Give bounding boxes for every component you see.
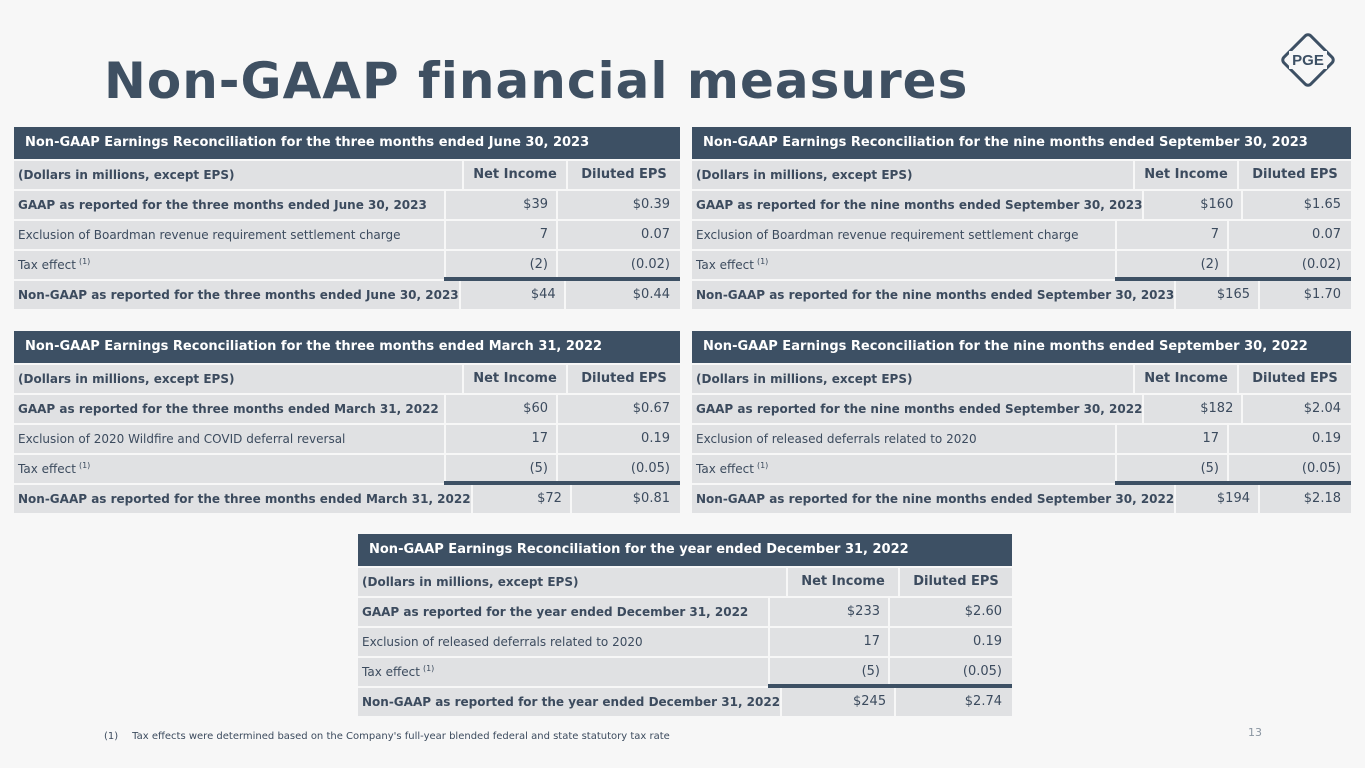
row-label: Tax effect [696, 258, 754, 272]
net-income-cell: 17 [770, 628, 888, 656]
reconciliation-table-9m-2023 [692, 127, 1351, 309]
net-income-cell: $72 [473, 485, 570, 513]
table-row-total [14, 485, 680, 513]
diluted-eps-cell: $2.04 [1243, 395, 1351, 423]
net-income-cell: $160 [1144, 191, 1241, 219]
column-header: Net Income [788, 568, 898, 596]
row-label: GAAP as reported for the year ended December 31, 2022 [358, 598, 768, 626]
row-label-cell [692, 455, 1115, 483]
footnote-ref: (1) [78, 461, 91, 470]
column-header: Net Income [464, 161, 566, 189]
diluted-eps-cell: $2.60 [890, 598, 1012, 626]
diluted-eps-cell: (0.05) [890, 658, 1012, 686]
table-row-total [692, 485, 1351, 513]
net-income-cell: $194 [1176, 485, 1258, 513]
net-income-cell: (5) [446, 455, 556, 483]
row-label: Non-GAAP as reported for the nine months ended September 30, 2022 [692, 485, 1174, 513]
row-label: Exclusion of released deferrals related to 2020 [692, 425, 1115, 453]
table-row [358, 658, 1012, 686]
row-label: Tax effect [18, 462, 76, 476]
row-label: Exclusion of Boardman revenue requirement settlement charge [14, 221, 444, 249]
net-income-cell: $245 [782, 688, 894, 716]
table-row [14, 395, 680, 423]
diluted-eps-cell: 0.19 [558, 425, 680, 453]
table-row [692, 425, 1351, 453]
table-row [14, 455, 680, 483]
column-header-row [14, 365, 680, 393]
net-income-cell: 7 [1117, 221, 1227, 249]
footnote [104, 731, 670, 742]
net-income-cell: 17 [1117, 425, 1227, 453]
diluted-eps-cell: (0.05) [1229, 455, 1351, 483]
diluted-eps-cell: (0.02) [558, 251, 680, 279]
diluted-eps-cell: 0.19 [890, 628, 1012, 656]
row-label: GAAP as reported for the three months ended June 30, 2023 [14, 191, 444, 219]
row-label: GAAP as reported for the three months ended March 31, 2022 [14, 395, 444, 423]
row-label: Exclusion of 2020 Wildfire and COVID deferral reversal [14, 425, 444, 453]
table-header: Non-GAAP Earnings Reconciliation for the three months ended June 30, 2023 [14, 127, 680, 159]
reconciliation-table-q2-2023 [14, 127, 680, 309]
page-number: 13 [1248, 726, 1262, 739]
row-label: Exclusion of Boardman revenue requirement settlement charge [692, 221, 1115, 249]
diluted-eps-cell: 0.19 [1229, 425, 1351, 453]
table-header: Non-GAAP Earnings Reconciliation for the nine months ended September 30, 2022 [692, 331, 1351, 363]
column-header: Net Income [1135, 365, 1237, 393]
diluted-eps-cell: $0.39 [558, 191, 680, 219]
footnote-ref: (1) [78, 257, 91, 266]
column-header-row [692, 365, 1351, 393]
table-row-total [692, 281, 1351, 309]
diluted-eps-cell: (0.02) [1229, 251, 1351, 279]
column-header: (Dollars in millions, except EPS) [692, 161, 1133, 189]
diluted-eps-cell: $0.67 [558, 395, 680, 423]
table-row [14, 191, 680, 219]
footnote-text: Tax effects were determined based on the Company's full-year blended federal and state statutory tax rate [132, 731, 670, 742]
net-income-cell: 7 [446, 221, 556, 249]
row-label: Non-GAAP as reported for the three months ended March 31, 2022 [14, 485, 471, 513]
diluted-eps-cell: $0.81 [572, 485, 680, 513]
column-header: Diluted EPS [1239, 365, 1351, 393]
table-header: Non-GAAP Earnings Reconciliation for the year ended December 31, 2022 [358, 534, 1012, 566]
footnote-ref: (1) [756, 461, 769, 470]
table-row [14, 221, 680, 249]
net-income-cell: (5) [770, 658, 888, 686]
reconciliation-table-9m-2022 [692, 331, 1351, 513]
table-header: Non-GAAP Earnings Reconciliation for the three months ended March 31, 2022 [14, 331, 680, 363]
table-row [692, 395, 1351, 423]
table-row [14, 251, 680, 279]
row-label: Non-GAAP as reported for the nine months ended September 30, 2023 [692, 281, 1174, 309]
net-income-cell: $44 [461, 281, 564, 309]
svg-text:PGE: PGE [1292, 52, 1324, 69]
table-row [14, 425, 680, 453]
table-row-total [358, 688, 1012, 716]
column-header: Diluted EPS [1239, 161, 1351, 189]
table-row [358, 628, 1012, 656]
diluted-eps-cell: $1.65 [1243, 191, 1351, 219]
column-header: Net Income [464, 365, 566, 393]
row-label-cell [358, 658, 768, 686]
diluted-eps-cell: 0.07 [558, 221, 680, 249]
net-income-cell: $165 [1176, 281, 1258, 309]
pge-logo [1277, 29, 1339, 91]
table-row [692, 455, 1351, 483]
diluted-eps-cell: 0.07 [1229, 221, 1351, 249]
footnote-marker: (1) [104, 731, 119, 742]
column-header: Net Income [1135, 161, 1237, 189]
net-income-cell: $182 [1144, 395, 1241, 423]
table-row [692, 191, 1351, 219]
row-label: Tax effect [18, 258, 76, 272]
row-label: Tax effect [362, 665, 420, 679]
table-header: Non-GAAP Earnings Reconciliation for the nine months ended September 30, 2023 [692, 127, 1351, 159]
net-income-cell: $39 [446, 191, 556, 219]
row-label: Tax effect [696, 462, 754, 476]
diluted-eps-cell: $2.74 [896, 688, 1012, 716]
net-income-cell: (2) [1117, 251, 1227, 279]
net-income-cell: (5) [1117, 455, 1227, 483]
column-header: (Dollars in millions, except EPS) [692, 365, 1133, 393]
row-label-cell [14, 251, 444, 279]
column-header: (Dollars in millions, except EPS) [358, 568, 786, 596]
table-row [692, 251, 1351, 279]
column-header-row [692, 161, 1351, 189]
net-income-cell: $233 [770, 598, 888, 626]
net-income-cell: 17 [446, 425, 556, 453]
row-label-cell [14, 455, 444, 483]
row-label-cell [692, 251, 1115, 279]
footnote-ref: (1) [756, 257, 769, 266]
table-row-total [14, 281, 680, 309]
row-label: Exclusion of released deferrals related to 2020 [358, 628, 768, 656]
diluted-eps-cell: $2.18 [1260, 485, 1351, 513]
row-label: GAAP as reported for the nine months ended September 30, 2023 [692, 191, 1142, 219]
diluted-eps-cell: (0.05) [558, 455, 680, 483]
table-row [358, 598, 1012, 626]
table-row [692, 221, 1351, 249]
column-header: Diluted EPS [568, 161, 680, 189]
net-income-cell: (2) [446, 251, 556, 279]
column-header: Diluted EPS [900, 568, 1012, 596]
row-label: Non-GAAP as reported for the three months ended June 30, 2023 [14, 281, 459, 309]
column-header-row [358, 568, 1012, 596]
column-header: (Dollars in millions, except EPS) [14, 365, 462, 393]
column-header: Diluted EPS [568, 365, 680, 393]
column-header: (Dollars in millions, except EPS) [14, 161, 462, 189]
diluted-eps-cell: $0.44 [566, 281, 680, 309]
reconciliation-table-fy-2022 [358, 534, 1012, 716]
row-label: GAAP as reported for the nine months ended September 30, 2022 [692, 395, 1142, 423]
diluted-eps-cell: $1.70 [1260, 281, 1351, 309]
footnote-ref: (1) [422, 664, 435, 673]
row-label: Non-GAAP as reported for the year ended December 31, 2022 [358, 688, 780, 716]
page-title: Non-GAAP financial measures [104, 52, 969, 110]
column-header-row [14, 161, 680, 189]
net-income-cell: $60 [446, 395, 556, 423]
reconciliation-table-q1-2022 [14, 331, 680, 513]
